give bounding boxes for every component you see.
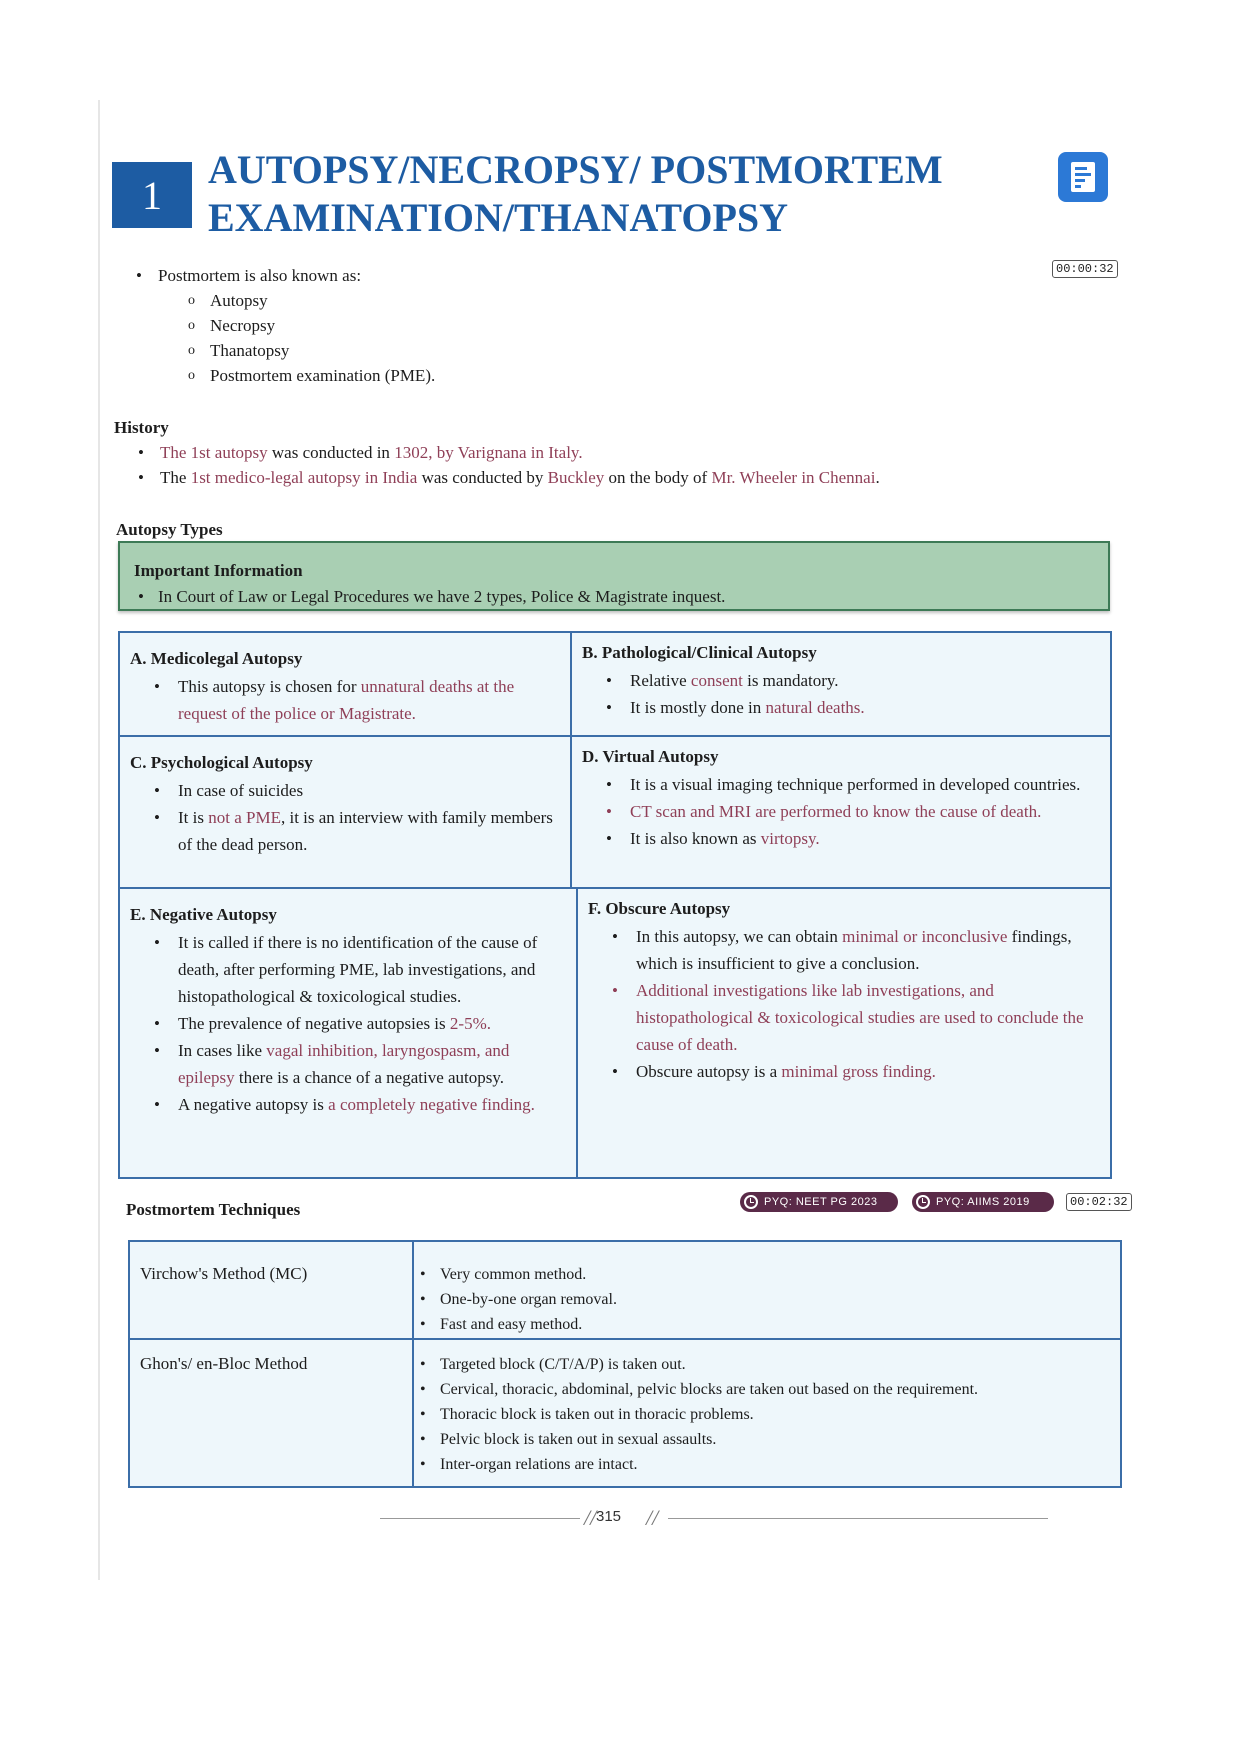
pyq-neet-pg-badge[interactable] bbox=[740, 1192, 898, 1212]
footer-rule-right bbox=[668, 1518, 1048, 1519]
postmortem-techniques-heading: Postmortem Techniques bbox=[126, 1200, 301, 1219]
history-list bbox=[130, 440, 880, 490]
list-item: • It is not a PME, it is an interview with family members of the dead person. bbox=[130, 804, 560, 858]
chapter-title-line1: AUTOPSY/NECROPSY/ POSTMORTEM bbox=[208, 147, 943, 192]
negative-autopsy-cell bbox=[120, 889, 576, 1118]
cell-title: B. Pathological/Clinical Autopsy bbox=[582, 643, 817, 662]
cell-title: C. Psychological Autopsy bbox=[130, 753, 313, 772]
list-item: o Thanatopsy bbox=[158, 338, 435, 363]
list-item: • It is a visual imaging technique performed in developed countries. bbox=[582, 771, 1100, 798]
footer-slash-right: // bbox=[646, 1505, 659, 1530]
list-item: • Fast and easy method. bbox=[412, 1312, 617, 1337]
divider bbox=[130, 1338, 1120, 1340]
chapter-number: 1 bbox=[142, 172, 162, 218]
list-item: • A negative autopsy is a completely negative finding. bbox=[130, 1091, 566, 1118]
list-item: • Relative consent is mandatory. bbox=[582, 667, 1100, 694]
history-heading: History bbox=[114, 418, 169, 437]
page-number: 315 bbox=[596, 1508, 622, 1525]
list-item: • Thoracic block is taken out in thoracic problems. bbox=[412, 1402, 978, 1427]
list-item: • The 1st autopsy was conducted in 1302, by Varignana in Italy. bbox=[130, 440, 880, 465]
technique-name: Virchow's Method (MC) bbox=[140, 1264, 308, 1283]
list-item: • The 1st medico-legal autopsy in India was conducted by Buckley on the body of Mr. Wheeler in Chennai. bbox=[130, 465, 880, 490]
video-timestamp-link[interactable]: 00:00:32 bbox=[1052, 260, 1118, 278]
chapter-title bbox=[208, 146, 968, 242]
postmortem-names-list bbox=[158, 288, 435, 388]
cell-title: E. Negative Autopsy bbox=[130, 905, 277, 924]
footer-slash-left: // bbox=[584, 1505, 597, 1530]
list-item: • Targeted block (C/T/A/P) is taken out. bbox=[412, 1352, 978, 1377]
chapter-number-box bbox=[112, 162, 192, 228]
obscure-autopsy-cell bbox=[578, 883, 1110, 1085]
list-item: o Postmortem examination (PME). bbox=[158, 363, 435, 388]
list-item: • In this autopsy, we can obtain minimal or inconclusive findings, which is insufficient to give a conclusion. bbox=[588, 923, 1100, 977]
important-information-box bbox=[118, 541, 1110, 611]
medicolegal-autopsy-cell bbox=[120, 633, 570, 727]
clock-icon bbox=[744, 1195, 758, 1209]
chapter-title-line2: EXAMINATION/THANATOPSY bbox=[208, 195, 789, 240]
list-item: • It is also known as virtopsy. bbox=[582, 825, 1100, 852]
info-text: • In Court of Law or Legal Procedures we have 2 types, Police & Magistrate inquest. bbox=[134, 587, 725, 607]
list-item: • It is called if there is no identification of the cause of death, after performing PME, lab investigations, and histopathological & toxicological studies. bbox=[130, 929, 566, 1010]
list-item: o Autopsy bbox=[158, 288, 435, 313]
list-item: o Necropsy bbox=[158, 313, 435, 338]
intro-lead: • Postmortem is also known as: o Autopsy o Necropsy o Thanatopsy o Postmortem examination (PME). bbox=[128, 263, 435, 388]
list-item: • Cervical, thoracic, abdominal, pelvic blocks are taken out based on the requirement. bbox=[412, 1377, 978, 1402]
list-item: • In cases like vagal inhibition, laryngospasm, and epilepsy there is a chance of a negative autopsy. bbox=[130, 1037, 566, 1091]
technique-points bbox=[412, 1262, 617, 1337]
autopsy-types-heading: Autopsy Types bbox=[116, 520, 223, 539]
info-title: Important Information bbox=[134, 561, 303, 580]
footer-rule-left bbox=[380, 1518, 580, 1519]
virtual-autopsy-cell bbox=[572, 731, 1110, 852]
list-item: • It is mostly done in natural deaths. bbox=[582, 694, 1100, 721]
list-item: • Very common method. bbox=[412, 1262, 617, 1287]
intro-list bbox=[128, 263, 435, 388]
list-item: • The prevalence of negative autopsies is 2-5%. bbox=[130, 1010, 566, 1037]
list-item: • Obscure autopsy is a minimal gross finding. bbox=[588, 1058, 1100, 1085]
page-margin-line bbox=[98, 100, 100, 1580]
cell-title: F. Obscure Autopsy bbox=[588, 899, 731, 918]
technique-points bbox=[412, 1352, 978, 1477]
video-timestamp-link[interactable]: 00:02:32 bbox=[1066, 1193, 1132, 1211]
list-item: • Pelvic block is taken out in sexual assaults. bbox=[412, 1427, 978, 1452]
pathological-autopsy-cell bbox=[572, 627, 1110, 721]
cell-title: D. Virtual Autopsy bbox=[582, 747, 719, 766]
app-logo-icon[interactable] bbox=[1058, 152, 1108, 202]
list-item: • In case of suicides bbox=[130, 777, 560, 804]
list-item: • One-by-one organ removal. bbox=[412, 1287, 617, 1312]
pyq-aiims-badge[interactable] bbox=[912, 1192, 1054, 1212]
pyq-label: PYQ: AIIMS 2019 bbox=[936, 1196, 1030, 1208]
cell-title: A. Medicolegal Autopsy bbox=[130, 649, 303, 668]
list-item: • Inter-organ relations are intact. bbox=[412, 1452, 978, 1477]
list-item: • Additional investigations like lab investigations, and histopathological & toxicological studies are used to conclude the cause of death. bbox=[588, 977, 1100, 1058]
autopsy-types-table bbox=[118, 631, 1112, 1179]
technique-name: Ghon's/ en-Bloc Method bbox=[140, 1354, 308, 1373]
pyq-label: PYQ: NEET PG 2023 bbox=[764, 1196, 878, 1208]
clock-icon bbox=[916, 1195, 930, 1209]
list-item: • CT scan and MRI are performed to know the cause of death. bbox=[582, 798, 1100, 825]
list-item: • This autopsy is chosen for unnatural deaths at the request of the police or Magistrate. bbox=[130, 673, 560, 727]
postmortem-techniques-table bbox=[128, 1240, 1122, 1488]
psychological-autopsy-cell bbox=[120, 737, 570, 858]
